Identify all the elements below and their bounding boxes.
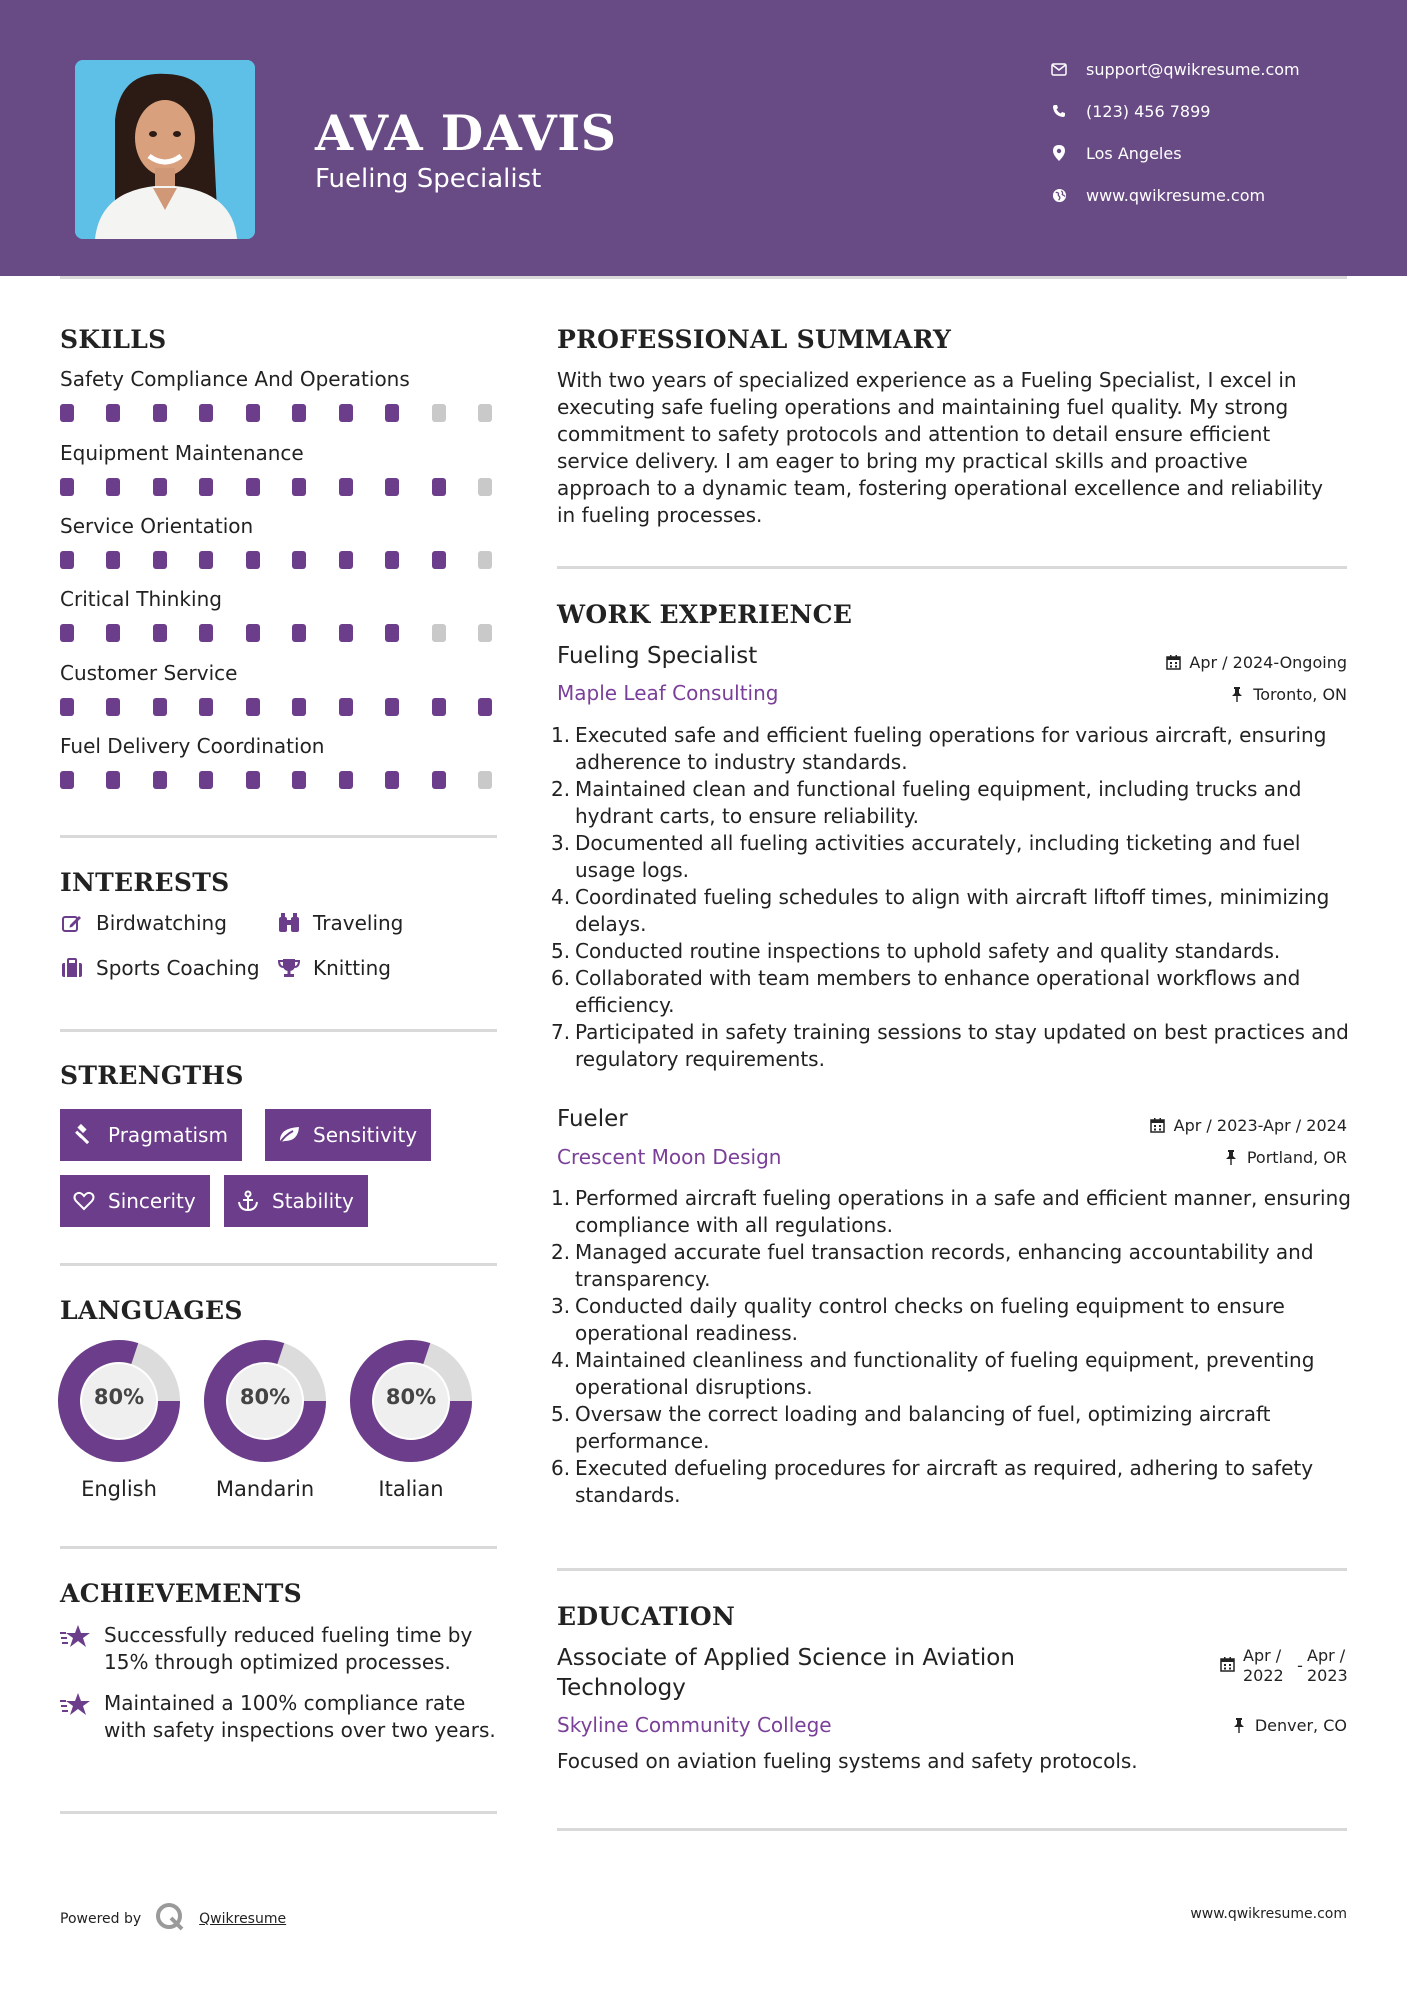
skill-dot-filled <box>385 698 399 716</box>
skill-dot-filled <box>339 404 353 422</box>
languages-divider <box>60 1546 497 1549</box>
skills-divider <box>60 835 497 838</box>
interest-item: Knitting <box>277 956 391 980</box>
experience-divider <box>557 1568 1347 1571</box>
skill-dot-filled <box>106 698 120 716</box>
globe-icon <box>1050 186 1068 204</box>
star-icon <box>60 1690 92 1744</box>
achievements-divider <box>60 1811 497 1814</box>
job-bullets <box>551 1185 1352 1509</box>
achievement-item: Maintained a 100% compliance rate with safety inspections over two years. <box>60 1690 500 1744</box>
skill-rating <box>60 771 500 789</box>
skill-rating <box>60 404 500 422</box>
pushpin-icon <box>1223 1150 1239 1166</box>
skill-rating <box>60 698 500 716</box>
school-name: Skyline Community College <box>557 1713 832 1737</box>
skill-dot-filled <box>246 624 260 642</box>
gavel-icon <box>72 1123 96 1147</box>
pushpin-icon <box>1229 687 1245 703</box>
languages-heading: LANGUAGES <box>60 1296 243 1325</box>
leaf-icon <box>277 1123 301 1147</box>
job-bullet: 5. Oversaw the correct loading and balancing of fuel, optimizing aircraft performance. <box>551 1402 1271 1453</box>
strength-tag: Pragmatism <box>60 1109 242 1161</box>
contact-website[interactable] <box>1050 180 1370 210</box>
skill-name: Equipment Maintenance <box>60 441 304 465</box>
interest-item: Birdwatching <box>60 911 227 935</box>
education-description: Focused on aviation fueling systems and safety protocols. <box>557 1749 1138 1773</box>
job-bullet: 1. Performed aircraft fueling operations in a safe and efficient manner, ensuring compliance with all regulations. <box>551 1186 1351 1237</box>
candidate-title: Fueling Specialist <box>315 164 542 194</box>
skill-name: Customer Service <box>60 661 238 685</box>
skill-dot-empty <box>478 771 492 789</box>
calendar-icon <box>1165 655 1181 671</box>
achievement-item: Successfully reduced fueling time by 15% through optimized processes. <box>60 1622 500 1676</box>
skill-dot-filled <box>432 771 446 789</box>
footer-url[interactable]: www.qwikresume.com <box>1190 1906 1347 1922</box>
pencil-square-icon <box>60 911 84 935</box>
job-dates: Apr / 2023-Apr / 2024 <box>1150 1116 1347 1135</box>
heart-icon <box>72 1189 96 1213</box>
job-bullets <box>551 722 1352 1073</box>
job-bullet: 1. Executed safe and efficient fueling operations for various aircraft, ensuring adherence to industry standards. <box>551 723 1327 774</box>
map-pin-icon <box>1050 144 1068 162</box>
skill-dot-filled <box>339 771 353 789</box>
skill-dot-filled <box>199 551 213 569</box>
skill-dot-filled <box>153 478 167 496</box>
skill-dot-filled <box>60 551 74 569</box>
skill-dot-filled <box>292 698 306 716</box>
summary-text: With two years of specialized experience as a Fueling Specialist, I excel in executing safe fueling operations and maintaining fuel quality. My strong commitment to safety protocols and attention to detail ensure efficient service delivery. I am eager to bring my practical skills and proactive approach to a dynamic team, fostering operational excellence and reliability in fueling processes. <box>557 368 1323 527</box>
skills-heading: SKILLS <box>60 325 167 354</box>
skill-dot-filled <box>339 478 353 496</box>
language-name: Italian <box>378 1477 444 1501</box>
header-divider <box>60 276 1347 279</box>
skill-dot-filled <box>246 771 260 789</box>
job-bullet: 3. Documented all fueling activities accurately, including ticketing and fuel usage logs. <box>551 831 1301 882</box>
skill-dot-filled <box>385 624 399 642</box>
language-percent: 80% <box>93 1385 145 1409</box>
skill-dot-filled <box>153 771 167 789</box>
qwikresume-link[interactable]: Qwikresume <box>199 1911 287 1927</box>
skill-dot-filled <box>153 698 167 716</box>
skill-dot-filled <box>292 551 306 569</box>
skill-dot-filled <box>199 404 213 422</box>
job-bullet: 7. Participated in safety training sessions to stay updated on best practices and regulatory requirements. <box>551 1020 1349 1071</box>
strengths-heading: STRENGTHS <box>60 1061 244 1090</box>
education-heading: EDUCATION <box>557 1602 736 1631</box>
job-bullet: 6. Executed defueling procedures for aircraft as required, adhering to safety standards. <box>551 1456 1314 1507</box>
language-name: English <box>81 1477 157 1501</box>
skill-name: Critical Thinking <box>60 587 222 611</box>
skill-dot-empty <box>478 478 492 496</box>
skill-dot-filled <box>106 551 120 569</box>
skill-dot-filled <box>199 698 213 716</box>
education-dates: Apr / 2022 - Apr / 2023 <box>1219 1646 1347 1686</box>
summary-heading: PROFESSIONAL SUMMARY <box>557 325 952 354</box>
star-icon <box>60 1622 92 1676</box>
skill-dot-filled <box>60 624 74 642</box>
skill-dot-filled <box>246 551 260 569</box>
pushpin-icon <box>1231 1718 1247 1734</box>
job-bullet: 2. Maintained clean and functional fueling equipment, including trucks and hydrant carts, to ensure reliability. <box>551 777 1302 828</box>
education-degree: Associate of Applied Science in Aviation Technology <box>557 1645 1015 1701</box>
interest-item: Traveling <box>277 911 403 935</box>
resume-header <box>0 0 1407 276</box>
skill-rating <box>60 624 500 642</box>
skill-dot-filled <box>246 478 260 496</box>
skill-dot-filled <box>106 478 120 496</box>
qwikresume-logo-icon <box>155 1902 185 1936</box>
binoculars-icon <box>277 911 301 935</box>
skill-dot-filled <box>106 404 120 422</box>
job-bullet: 5. Conducted routine inspections to uphold safety and quality standards. <box>551 939 1281 963</box>
contact-location-text: Los Angeles <box>1086 143 1182 163</box>
job-bullet: 3. Conducted daily quality control checks on fueling equipment to ensure operational readiness. <box>551 1294 1285 1345</box>
phone-icon <box>1050 102 1068 120</box>
skill-dot-filled <box>246 698 260 716</box>
skill-dot-filled <box>199 771 213 789</box>
contact-phone-text: (123) 456 7899 <box>1086 101 1211 121</box>
skill-dot-empty <box>478 624 492 642</box>
skill-dot-filled <box>60 698 74 716</box>
job-bullet: 6. Collaborated with team members to enhance operational workflows and efficiency. <box>551 966 1301 1017</box>
skill-dot-filled <box>60 478 74 496</box>
calendar-icon <box>1219 1656 1235 1672</box>
job-title: Fueler <box>557 1106 628 1132</box>
skill-dot-filled <box>432 551 446 569</box>
job-location: Toronto, ON <box>1229 685 1347 704</box>
experience-heading: WORK EXPERIENCE <box>557 600 853 629</box>
skill-dot-filled <box>292 624 306 642</box>
skill-dot-filled <box>153 404 167 422</box>
language-item <box>349 1339 473 1501</box>
skill-dot-empty <box>432 404 446 422</box>
contact-location <box>1050 138 1370 168</box>
skill-dot-filled <box>478 698 492 716</box>
skill-dot-filled <box>292 404 306 422</box>
skill-dot-empty <box>478 404 492 422</box>
skill-dot-filled <box>199 624 213 642</box>
skill-dot-filled <box>339 698 353 716</box>
skill-dot-filled <box>153 551 167 569</box>
skill-dot-filled <box>292 771 306 789</box>
job-bullet: 2. Managed accurate fuel transaction records, enhancing accountability and transparency. <box>551 1240 1314 1291</box>
skill-rating <box>60 478 500 496</box>
contact-phone[interactable] <box>1050 96 1370 126</box>
language-name: Mandarin <box>215 1477 315 1501</box>
strength-tag: Sincerity <box>60 1175 210 1227</box>
skill-dot-filled <box>106 771 120 789</box>
education-location: Denver, CO <box>1231 1716 1347 1735</box>
skill-dot-filled <box>432 698 446 716</box>
summary-divider <box>557 566 1347 569</box>
company-name: Crescent Moon Design <box>557 1145 782 1169</box>
skill-dot-empty <box>478 551 492 569</box>
language-item <box>57 1339 181 1501</box>
powered-by: Powered by Qwikresume <box>60 1902 286 1936</box>
trophy-icon <box>277 956 301 980</box>
job-dates: Apr / 2024-Ongoing <box>1165 653 1347 672</box>
skill-name: Fuel Delivery Coordination <box>60 734 325 758</box>
skill-dot-filled <box>432 478 446 496</box>
education-divider <box>557 1828 1347 1831</box>
language-item <box>203 1339 327 1501</box>
contact-website-text: www.qwikresume.com <box>1086 185 1266 205</box>
skill-dot-filled <box>106 624 120 642</box>
anchor-icon <box>236 1189 260 1213</box>
contact-email[interactable] <box>1050 54 1370 84</box>
skill-dot-empty <box>432 624 446 642</box>
skill-dot-filled <box>385 551 399 569</box>
skill-dot-filled <box>246 404 260 422</box>
skill-dot-filled <box>153 624 167 642</box>
strength-tag: Sensitivity <box>265 1109 431 1161</box>
company-name: Maple Leaf Consulting <box>557 681 779 705</box>
skill-dot-filled <box>385 404 399 422</box>
skill-rating <box>60 551 500 569</box>
profile-photo <box>75 60 255 239</box>
language-percent: 80% <box>385 1385 437 1409</box>
job-bullet: 4. Coordinated fueling schedules to align with aircraft liftoff times, minimizing delays. <box>551 885 1330 936</box>
skill-dot-filled <box>339 624 353 642</box>
interest-item: Sports Coaching <box>60 956 260 980</box>
interests-heading: INTERESTS <box>60 868 230 897</box>
calendar-icon <box>1150 1118 1166 1134</box>
job-title: Fueling Specialist <box>557 643 758 669</box>
job-bullet: 4. Maintained cleanliness and functionality of fueling equipment, preventing operational disruptions. <box>551 1348 1315 1399</box>
strength-tag: Stability <box>224 1175 368 1227</box>
language-percent: 80% <box>239 1385 291 1409</box>
skill-dot-filled <box>60 771 74 789</box>
skill-dot-filled <box>199 478 213 496</box>
skill-dot-filled <box>385 771 399 789</box>
contact-email-text: support@qwikresume.com <box>1086 59 1300 79</box>
strengths-divider <box>60 1263 497 1266</box>
briefcase-icon <box>60 956 84 980</box>
achievements-heading: ACHIEVEMENTS <box>60 1579 302 1608</box>
skill-dot-filled <box>292 478 306 496</box>
envelope-icon <box>1050 60 1068 78</box>
skill-dot-filled <box>339 551 353 569</box>
skill-dot-filled <box>385 478 399 496</box>
skill-dot-filled <box>60 404 74 422</box>
interests-divider <box>60 1029 497 1032</box>
job-location: Portland, OR <box>1223 1148 1347 1167</box>
candidate-name: AVA DAVIS <box>315 104 617 162</box>
skill-name: Service Orientation <box>60 514 254 538</box>
skill-name: Safety Compliance And Operations <box>60 367 410 391</box>
